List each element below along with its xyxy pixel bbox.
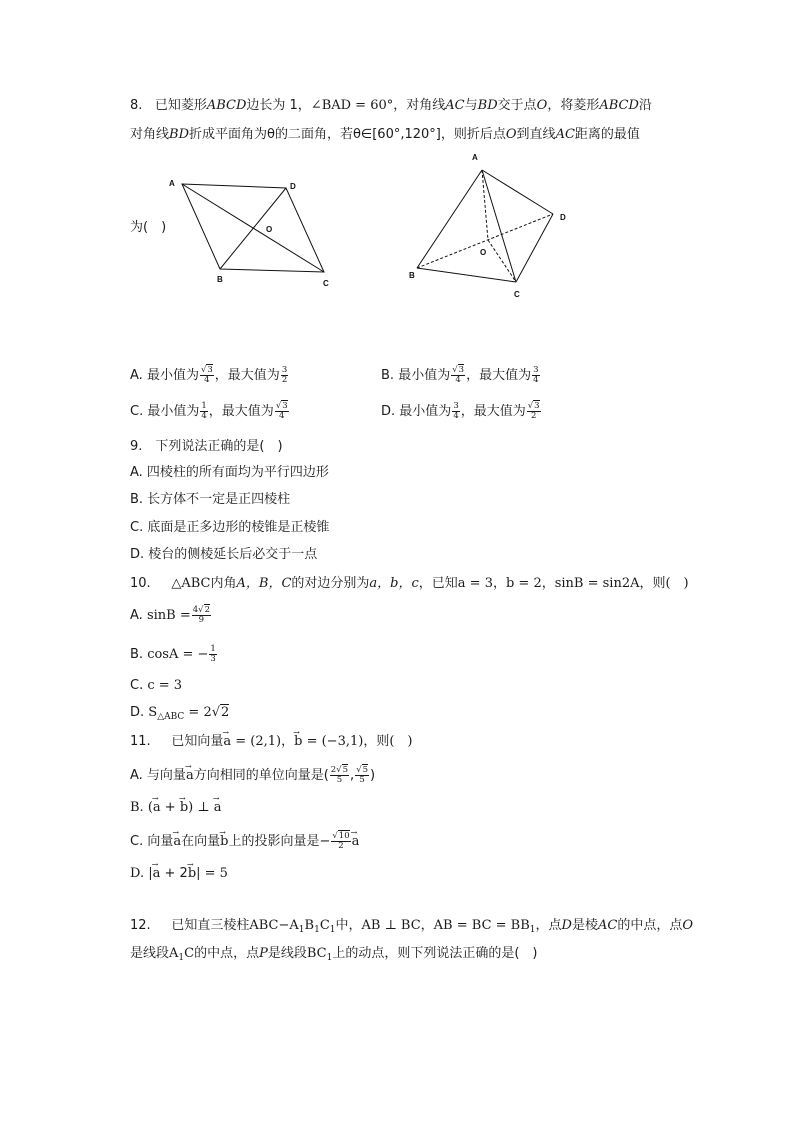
edge-ad [482, 170, 553, 214]
text: 已知向量 [171, 734, 224, 749]
subscript: 1 [314, 925, 320, 935]
text: 到直线 [516, 127, 556, 142]
math-var: P [259, 946, 268, 961]
text: 中，AB ⊥ BC，AB = BC = BB [335, 918, 530, 933]
subscript: 1 [298, 925, 305, 935]
math-expr: cosA = − [147, 647, 209, 662]
option-label: B. [130, 647, 144, 662]
vector-b: → b [188, 865, 196, 883]
q9-option-d [130, 546, 317, 564]
option-label: D. [381, 404, 396, 419]
option-label: D. [130, 705, 145, 720]
text: ，最大值为 [460, 404, 526, 419]
text: 与 [464, 98, 478, 113]
diagonal-bd [220, 188, 286, 269]
fraction: $\frac{4√2}{9}$ [192, 605, 210, 625]
label-a: A [169, 179, 175, 188]
option-label: C. [130, 404, 144, 419]
label-b: B [217, 275, 223, 284]
math-expr: c = 3 [147, 678, 183, 693]
label-a: A [472, 153, 478, 162]
fraction: $\frac{1}{4}$ [201, 401, 207, 421]
text: A. 四棱柱的所有面均为平行四边形 [130, 465, 329, 480]
fraction: $\frac{√5}{5}$ [356, 765, 369, 785]
rhombus-figure [160, 170, 345, 295]
fraction: $\frac{√3}{2}$ [527, 401, 540, 421]
text: C [319, 918, 330, 933]
text: A. 与向量 [130, 768, 186, 783]
label-c: C [323, 279, 329, 288]
math-var: AC [445, 98, 465, 113]
q10-option-a [130, 606, 212, 625]
tetrahedron-figure [400, 150, 575, 305]
math-var: BD [169, 127, 189, 142]
segment-oc-hidden [488, 240, 516, 282]
fraction: $\frac{√3}{4}$ [275, 401, 288, 421]
q8-line-1 [130, 97, 652, 115]
fraction: $\frac{3}{2}$ [281, 365, 288, 385]
math-expr: ) ⊥ [188, 800, 214, 815]
text: B [304, 918, 315, 933]
math-var: ABCD [206, 98, 247, 113]
text: C. 向量 [130, 834, 174, 849]
edge-ab [417, 170, 482, 268]
option-label: A. [130, 368, 143, 383]
text: 的中点，点 [617, 918, 683, 933]
vector-a: → a [214, 799, 222, 817]
math-expr: S [148, 705, 158, 720]
label-c: C [514, 290, 520, 299]
text: D. | [130, 866, 153, 881]
option-label: C. [130, 678, 144, 693]
text: 是线段BC [267, 946, 327, 961]
text: 边长为 1， [246, 98, 311, 113]
text: ) [370, 768, 376, 783]
q9-option-c [130, 519, 329, 537]
text: ，最大值为 [466, 368, 532, 383]
q8-line-2 [130, 126, 640, 144]
q10-option-d: D. $S_{\triangle ABC} = 2√2$ [130, 705, 230, 722]
text: 为( ) [130, 220, 167, 235]
vector-b: → b [294, 733, 302, 751]
edge-bd-hidden [417, 214, 553, 268]
text: 沿 [638, 98, 652, 113]
math-var: A，B，C [236, 576, 292, 591]
fraction: $\frac{3}{4}$ [453, 401, 459, 421]
q11-option-c [130, 832, 359, 851]
label-d: D [290, 182, 296, 191]
text: 最小值为 [398, 368, 451, 383]
question-number: 8. [130, 98, 143, 113]
q8-option-d [381, 402, 542, 421]
math-var: O [505, 127, 517, 142]
edge-bc [417, 268, 516, 282]
q9-stem [130, 438, 283, 456]
label-d: D [560, 213, 566, 222]
text: ，点 [535, 918, 562, 933]
text: 是棱 [571, 918, 598, 933]
question-number: 11. [130, 734, 151, 749]
q12-line-1 [130, 917, 693, 939]
q11-stem [130, 733, 412, 751]
text: B. ( [130, 800, 153, 815]
label-b: B [409, 271, 415, 280]
text: ，将菱形 [547, 98, 600, 113]
edge-dc [516, 214, 553, 282]
text: D. 棱台的侧棱延长后必交于一点 [130, 547, 318, 562]
fraction: $\frac{√10}{2}$ [332, 831, 350, 851]
vector-a: → a [153, 865, 161, 883]
text: C. 底面是正多边形的棱锥是正棱锥 [130, 520, 330, 535]
math-var: AC [597, 918, 618, 933]
subscript: 1 [329, 925, 336, 935]
q9-option-a [130, 464, 329, 482]
vector-a: → a [223, 733, 231, 751]
text: 在向量 [181, 834, 221, 849]
vector-a: → a [186, 767, 194, 785]
subscript: 1 [529, 925, 536, 935]
subscript: △ABC [157, 712, 185, 722]
q9-option-b [130, 491, 290, 509]
text: 上的动点，则下列说法正确的是( ) [332, 946, 538, 961]
q10-option-c [130, 677, 182, 695]
math-var: BD [477, 98, 498, 113]
text: 折成平面角为θ的二面角，若θ∈[60°,120°]，则折后点 [189, 127, 506, 142]
q8-option-c [130, 402, 290, 421]
q11-option-b: B. (→ a + → b) ⊥ → a [130, 799, 221, 817]
text: 上的投影向量是− [228, 834, 331, 849]
text: C的中点，点 [184, 946, 260, 961]
text: ，最大值为 [214, 368, 280, 383]
text: 9. 下列说法正确的是( ) [130, 439, 283, 454]
math-expr: = (−3,1)，则( ) [302, 734, 413, 749]
text: 已知直三棱柱ABC−A [171, 918, 299, 933]
option-label: A. [130, 608, 143, 623]
q10-option-b [130, 645, 218, 664]
fraction: $\frac{3}{4}$ [533, 365, 539, 385]
math-triangle: △ABC [171, 576, 211, 591]
text: 交于点 [497, 98, 537, 113]
text: 距离的最值 [574, 127, 640, 142]
math-var: O [682, 918, 694, 933]
math-var: D [561, 918, 572, 933]
math-var: AC [555, 127, 575, 142]
subscript: 1 [326, 953, 333, 963]
text: 的对边分别为 [291, 576, 370, 591]
label-o: O [480, 248, 487, 257]
math-expr: sinB = [146, 608, 191, 623]
q11-option-d: D. |→ a + 2→ b| = 5 [130, 865, 228, 883]
math-angle: ∠BAD = 60° [310, 98, 394, 113]
text: B. 长方体不一定是正四棱柱 [130, 492, 291, 507]
question-number: 12. [130, 918, 151, 933]
vector-a: → a [153, 799, 161, 817]
text: 最小值为 [147, 404, 200, 419]
text: ，对角线 [393, 98, 446, 113]
q10-stem [130, 575, 689, 593]
fraction: $\frac{1}{3}$ [210, 644, 216, 664]
vector-a: → a [352, 833, 360, 851]
math-var: ABCD [599, 98, 639, 113]
option-label: B. [381, 368, 395, 383]
subscript: 1 [178, 953, 185, 963]
text: ，已知a = 3，b = 2，sinB = sin2A，则( ) [418, 576, 689, 591]
vector-a: → a [173, 833, 181, 851]
text: 对角线 [130, 127, 170, 142]
text: 方向相同的单位向量是( [193, 768, 329, 783]
fraction: $\frac{√3}{4}$ [200, 365, 213, 385]
text: 最小值为 [146, 368, 199, 383]
math-var: O [536, 98, 548, 113]
q12-line-2 [130, 945, 537, 967]
math-var: a，b，c [369, 576, 419, 591]
q8-option-b [381, 366, 541, 385]
fraction: $\frac{2√5}{5}$ [330, 765, 349, 785]
text: 已知菱形 [154, 98, 207, 113]
fraction: $\frac{√3}{4}$ [452, 365, 465, 385]
text: 内角 [210, 576, 237, 591]
text: ，最大值为 [208, 404, 274, 419]
math-expr: = (2,1)， [231, 734, 295, 749]
text: 是线段A [130, 946, 179, 961]
vector-b: → b [180, 799, 188, 817]
question-number: 10. [130, 576, 151, 591]
math-expr: = 2 [184, 705, 212, 720]
text: 最小值为 [399, 404, 452, 419]
label-o: O [266, 225, 273, 234]
q11-option-a: A. 与向量→ a方向相同的单位向量是( $\frac{2√5}{5}$ , $\frac{√5}{5}$ ) [130, 766, 375, 785]
vector-b: → b [220, 833, 228, 851]
q8-option-a [130, 366, 289, 385]
math-expr: | = 5 [196, 866, 228, 881]
